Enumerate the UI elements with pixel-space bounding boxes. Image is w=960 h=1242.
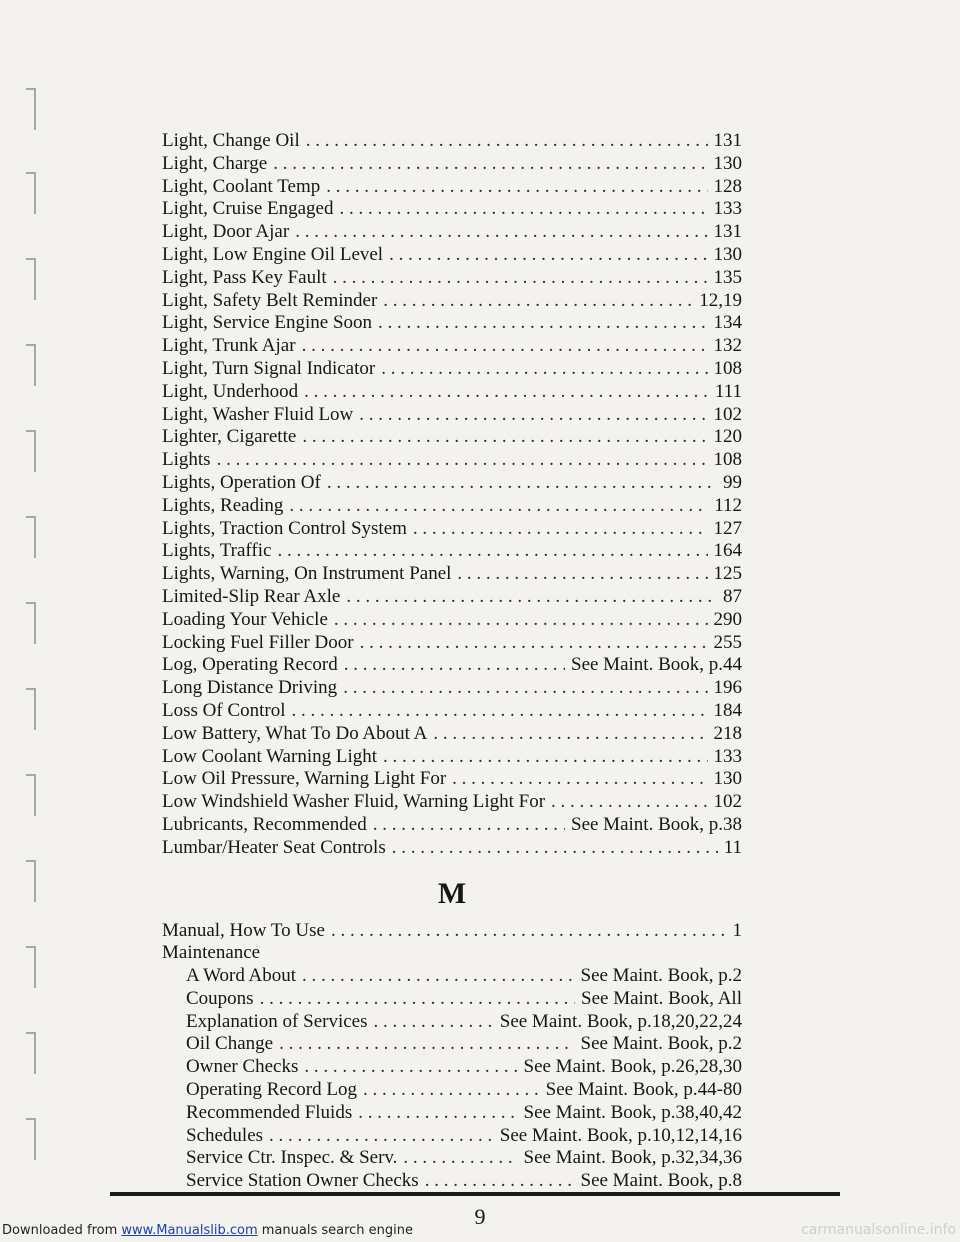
dot-leader xyxy=(360,632,708,655)
entry-term: Lights, Traction Control System xyxy=(162,517,407,539)
footer-suffix: manuals search engine xyxy=(257,1223,414,1238)
dot-leader xyxy=(381,358,707,381)
entry-page: 290 xyxy=(713,608,742,630)
entry-page: See Maint. Book, p.38,40,42 xyxy=(523,1101,742,1123)
entry-term: Lights, Operation Of xyxy=(162,471,321,493)
entry-term: Service Ctr. Inspec. & Serv. xyxy=(186,1147,398,1169)
dot-leader xyxy=(295,221,707,244)
entry-term: Low Battery, What To Do About A xyxy=(162,722,428,744)
entry-page: 108 xyxy=(713,357,742,379)
entry-page: See Maint. Book, p.8 xyxy=(580,1170,742,1192)
tab-mark xyxy=(26,516,36,558)
index-entry xyxy=(162,449,742,472)
index-subentry xyxy=(162,1170,742,1193)
entry-term: Lighter, Cigarette xyxy=(162,426,297,448)
entry-term: Limited-Slip Rear Axle xyxy=(162,585,341,607)
dot-leader xyxy=(304,1056,517,1079)
entry-term: Light, Coolant Temp xyxy=(162,175,321,197)
dot-leader xyxy=(383,746,707,769)
index-entry xyxy=(162,404,742,427)
footer-prefix: Downloaded from xyxy=(2,1223,122,1238)
entry-page: 130 xyxy=(713,768,742,790)
index-entry xyxy=(162,312,742,335)
entry-term: Light, Cruise Engaged xyxy=(162,198,334,220)
dot-leader xyxy=(217,449,708,472)
dot-leader xyxy=(302,335,708,358)
dot-leader xyxy=(378,312,707,335)
entry-page: 133 xyxy=(713,745,742,767)
dot-leader xyxy=(403,1147,517,1170)
entry-term: Long Distance Driving xyxy=(162,677,338,699)
page-edge-tabs xyxy=(0,0,60,1242)
entry-page: 131 xyxy=(713,221,742,243)
entry-term: Owner Checks xyxy=(186,1056,299,1078)
tab-mark xyxy=(26,172,36,214)
index-entry xyxy=(162,609,742,632)
entry-page: See Maint. Book, p.2 xyxy=(580,965,742,987)
tab-mark xyxy=(26,860,36,902)
dot-leader xyxy=(358,1102,517,1125)
tab-mark xyxy=(26,344,36,386)
entry-term: Loading Your Vehicle xyxy=(162,608,328,630)
dot-leader xyxy=(373,814,565,837)
entry-page: See Maint. Book, p.38 xyxy=(571,813,742,835)
dot-leader xyxy=(344,654,565,677)
entry-term: A Word About xyxy=(186,965,297,987)
section-heading-m: M xyxy=(437,876,467,910)
entry-page: See Maint. Book, p.44 xyxy=(571,654,742,676)
entry-page: 128 xyxy=(713,175,742,197)
entry-term: Loss Of Control xyxy=(162,699,286,721)
index-entry xyxy=(162,837,742,860)
entry-page: 108 xyxy=(713,449,742,471)
entry-page: See Maint. Book, p.44-80 xyxy=(545,1079,742,1101)
entry-page: 164 xyxy=(713,540,742,562)
entry-page: 184 xyxy=(713,699,742,721)
tab-mark xyxy=(26,774,36,816)
tab-mark xyxy=(26,88,36,130)
index-entry xyxy=(162,244,742,267)
entry-term: Lubricants, Recommended xyxy=(162,813,367,835)
index-entry xyxy=(162,677,742,700)
entry-term: Manual, How To Use xyxy=(162,919,325,941)
index-entry xyxy=(162,381,742,404)
entry-page: 127 xyxy=(713,517,742,539)
index-entry xyxy=(162,814,742,837)
entry-page: 1 xyxy=(732,919,742,941)
entry-page: 218 xyxy=(713,722,742,744)
entry-page: 130 xyxy=(713,243,742,265)
entry-page: 87 xyxy=(723,585,742,607)
dot-leader xyxy=(343,677,707,700)
index-entry xyxy=(162,472,742,495)
entry-page: See Maint. Book, p.26,28,30 xyxy=(523,1056,742,1078)
index-entry xyxy=(162,130,742,153)
entry-page: 102 xyxy=(713,791,742,813)
entry-term: Light, Door Ajar xyxy=(162,221,290,243)
entry-term: Lumbar/Heater Seat Controls xyxy=(162,836,386,858)
entry-term: Oil Change xyxy=(186,1033,274,1055)
entry-page: See Maint. Book, All xyxy=(581,987,742,1009)
entry-term: Light, Low Engine Oil Level xyxy=(162,243,384,265)
dot-leader xyxy=(359,404,707,427)
entry-term: Service Station Owner Checks xyxy=(186,1170,419,1192)
index-subentry xyxy=(162,1102,742,1125)
index-entry xyxy=(162,495,742,518)
index-entry xyxy=(162,654,742,677)
entry-term: Lights xyxy=(162,449,211,471)
index-entry xyxy=(162,586,742,609)
index-entry xyxy=(162,723,742,746)
dot-leader xyxy=(273,153,707,176)
entry-term: Explanation of Services xyxy=(186,1010,368,1032)
dot-leader xyxy=(457,563,707,586)
dot-leader xyxy=(326,176,707,199)
entry-term: Operating Record Log xyxy=(186,1079,357,1101)
entry-page: 131 xyxy=(713,130,742,151)
entry-term: Lights, Warning, On Instrument Panel xyxy=(162,563,452,585)
entry-term: Light, Pass Key Fault xyxy=(162,266,327,288)
entry-page: 135 xyxy=(713,266,742,288)
download-footer xyxy=(2,1223,413,1238)
index-subentry xyxy=(162,965,742,988)
index-entry xyxy=(162,563,742,586)
dot-leader xyxy=(333,267,708,290)
tab-mark xyxy=(26,688,36,730)
index-subentry xyxy=(162,1056,742,1079)
entry-term: Log, Operating Record xyxy=(162,654,338,676)
dot-leader xyxy=(327,472,717,495)
index-column xyxy=(162,130,742,1193)
index-entry xyxy=(162,358,742,381)
entry-term: Lights, Reading xyxy=(162,494,284,516)
dot-leader xyxy=(306,130,708,153)
entry-page: 134 xyxy=(713,312,742,334)
index-entry xyxy=(162,426,742,449)
manualslib-link[interactable]: www.Manualslib.com xyxy=(121,1223,258,1238)
dot-leader xyxy=(425,1170,575,1193)
entry-page: 130 xyxy=(713,152,742,174)
entry-page: See Maint. Book, p.2 xyxy=(580,1033,742,1055)
entry-term: Light, Change Oil xyxy=(162,130,300,151)
entry-page: 133 xyxy=(713,198,742,220)
watermark: carmanualsonline.info xyxy=(801,1222,956,1238)
dot-leader xyxy=(551,791,707,814)
entry-term: Locking Fuel Filler Door xyxy=(162,631,354,653)
index-entry xyxy=(162,632,742,655)
index-entry xyxy=(162,746,742,769)
index-subentry xyxy=(162,988,742,1011)
dot-leader xyxy=(383,290,693,313)
entry-page: 12,19 xyxy=(699,289,742,311)
index-entry xyxy=(162,768,742,791)
dot-leader xyxy=(292,700,708,723)
entry-term: Coupons xyxy=(186,987,254,1009)
entry-term: Light, Service Engine Soon xyxy=(162,312,373,334)
index-entry xyxy=(162,540,742,563)
entry-term: Low Windshield Washer Fluid, Warning Light For xyxy=(162,791,546,813)
index-entry xyxy=(162,518,742,541)
entry-page: 255 xyxy=(713,631,742,653)
entry-term: Low Coolant Warning Light xyxy=(162,745,378,767)
entry-term: Lights, Traffic xyxy=(162,540,272,562)
index-entry xyxy=(162,920,742,943)
tab-mark xyxy=(26,258,36,300)
entry-term: Light, Underhood xyxy=(162,380,299,402)
tab-mark xyxy=(26,1032,36,1074)
entry-page: 125 xyxy=(713,563,742,585)
tab-mark xyxy=(26,946,36,988)
dot-leader xyxy=(304,381,709,404)
page-number: 9 xyxy=(474,1204,486,1229)
index-entry xyxy=(162,267,742,290)
tab-mark xyxy=(26,602,36,644)
index-entry xyxy=(162,335,742,358)
entry-term: Light, Safety Belt Reminder xyxy=(162,289,378,311)
entry-page: 120 xyxy=(713,426,742,448)
index-entry xyxy=(162,198,742,221)
index-entry xyxy=(162,700,742,723)
entry-page: See Maint. Book, p.18,20,22,24 xyxy=(499,1010,742,1032)
dot-leader xyxy=(334,609,708,632)
index-entry xyxy=(162,176,742,199)
index-entry xyxy=(162,153,742,176)
dot-leader xyxy=(340,198,708,221)
tab-mark xyxy=(26,1118,36,1160)
entry-page: 196 xyxy=(713,677,742,699)
dot-leader xyxy=(389,244,707,267)
dot-leader xyxy=(279,1033,574,1056)
index-entry xyxy=(162,290,742,313)
index-entry xyxy=(162,791,742,814)
entry-page: 112 xyxy=(714,494,742,516)
dot-leader xyxy=(413,518,708,541)
entry-page: 132 xyxy=(713,335,742,357)
dot-leader xyxy=(277,540,707,563)
dot-leader xyxy=(374,1011,494,1034)
index-subentry xyxy=(162,1011,742,1034)
entry-term: Light, Turn Signal Indicator xyxy=(162,357,376,379)
dot-leader xyxy=(331,920,727,943)
dot-leader xyxy=(452,768,707,791)
index-subentry xyxy=(162,1125,742,1148)
entry-term: Light, Washer Fluid Low xyxy=(162,403,354,425)
footer-rule xyxy=(110,1192,840,1196)
dot-leader xyxy=(302,426,707,449)
dot-leader xyxy=(363,1079,540,1102)
index-subentry xyxy=(162,1033,742,1056)
dot-leader xyxy=(433,723,707,746)
entry-page: See Maint. Book, p.32,34,36 xyxy=(523,1147,742,1169)
dot-leader xyxy=(289,495,708,518)
dot-leader xyxy=(302,965,574,988)
entry-term: Light, Trunk Ajar xyxy=(162,335,296,357)
maintenance-heading: Maintenance xyxy=(162,942,261,964)
dot-leader xyxy=(269,1125,494,1148)
entry-term: Light, Charge xyxy=(162,152,268,174)
entry-term: Low Oil Pressure, Warning Light For xyxy=(162,768,447,790)
index-entry xyxy=(162,221,742,244)
tab-mark xyxy=(26,430,36,472)
index-subentry xyxy=(162,1079,742,1102)
entry-page: 11 xyxy=(723,836,742,858)
entry-page: 111 xyxy=(714,380,742,402)
dot-leader xyxy=(346,586,717,609)
dot-leader xyxy=(260,988,575,1011)
entry-term: Recommended Fluids xyxy=(186,1101,353,1123)
entry-page: See Maint. Book, p.10,12,14,16 xyxy=(499,1124,742,1146)
entry-page: 99 xyxy=(723,471,742,493)
entry-page: 102 xyxy=(713,403,742,425)
entry-term: Schedules xyxy=(186,1124,264,1146)
index-subentry xyxy=(162,1147,742,1170)
dot-leader xyxy=(392,837,718,860)
